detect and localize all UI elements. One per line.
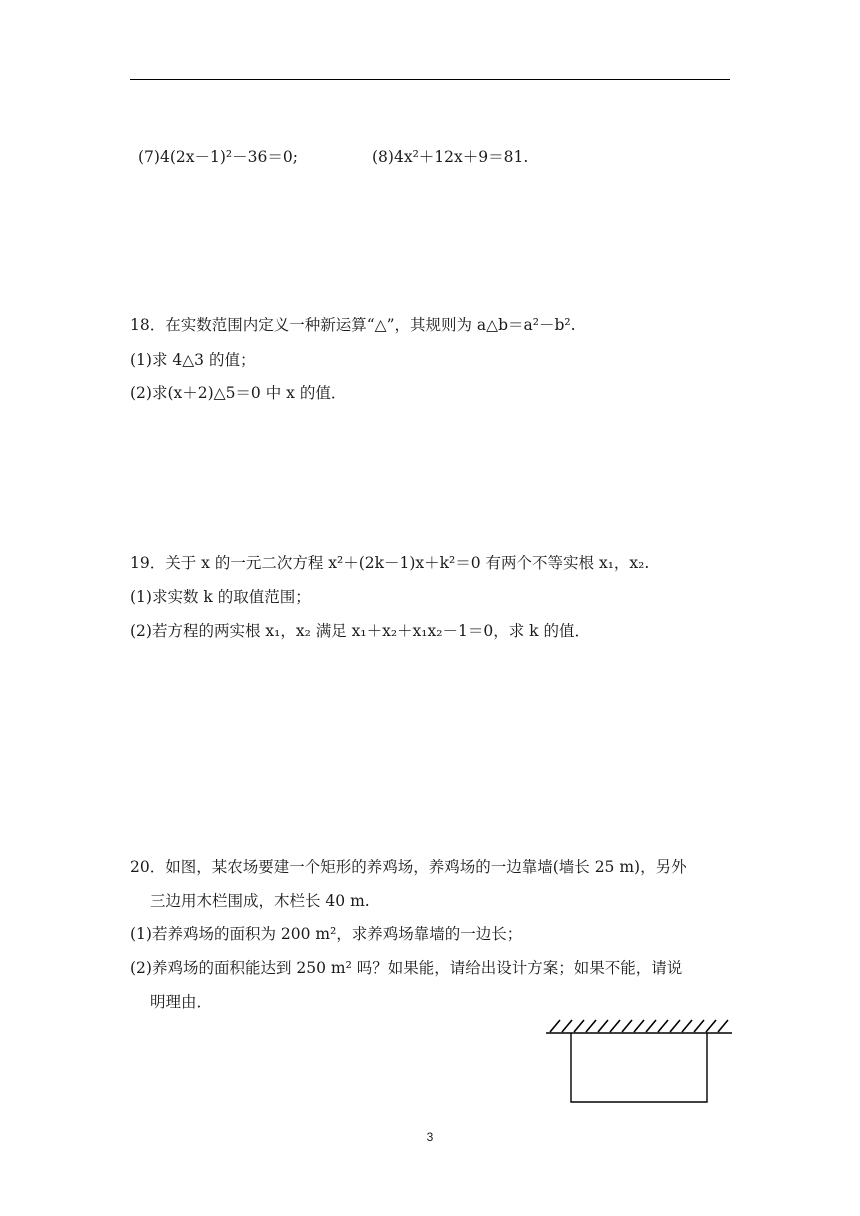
q18-stem: 18．在实数范围内定义一种新运算“△”，其规则为 a△b＝a²－b². [130, 316, 576, 334]
chicken-coop-figure [540, 1012, 740, 1112]
q20-part-2-line-1: (2)养鸡场的面积能达到 250 m² 吗？如果能，请给出设计方案；如果不能，请说 [130, 959, 683, 977]
q19-stem: 19．关于 x 的一元二次方程 x²＋(2k－1)x＋k²＝0 有两个不等实根 x₁，x₂. [130, 554, 650, 572]
header-rule [130, 79, 730, 80]
q18-part-2: (2)求(x＋2)△5＝0 中 x 的值． [130, 384, 347, 402]
q18-part-1: (1)求 4△3 的值； [130, 351, 256, 369]
q20-stem-line-2: 三边用木栏围成，木栏长 40 m. [150, 892, 370, 910]
fence-outline [571, 1033, 707, 1102]
q17-item-8 [372, 146, 528, 168]
wall-hatching [550, 1020, 728, 1032]
q19-part-1: (1)求实数 k 的取值范围； [130, 588, 311, 606]
q17-item-7-expr: 4(2x－1)²－36＝0; [159, 148, 298, 166]
q17-item-7 [138, 146, 298, 168]
q17-item-8-expr: 4x²＋12x＋9＝81. [393, 148, 529, 166]
q20-part-1: (1)若养鸡场的面积为 200 m²，求养鸡场靠墙的一边长； [130, 925, 523, 943]
q20-part-2-line-2: 明理由． [150, 993, 213, 1011]
q17-item-7-label: (7) [138, 148, 160, 166]
page-number: 3 [426, 1130, 434, 1144]
q17-item-8-label: (8) [372, 148, 394, 166]
q20-stem-line-1: 20．如图，某农场要建一个矩形的养鸡场，养鸡场的一边靠墙(墙长 25 m)，另外 [130, 858, 687, 876]
q19-part-2: (2)若方程的两实根 x₁，x₂ 满足 x₁＋x₂＋x₁x₂－1＝0，求 k 的值． [130, 622, 590, 640]
